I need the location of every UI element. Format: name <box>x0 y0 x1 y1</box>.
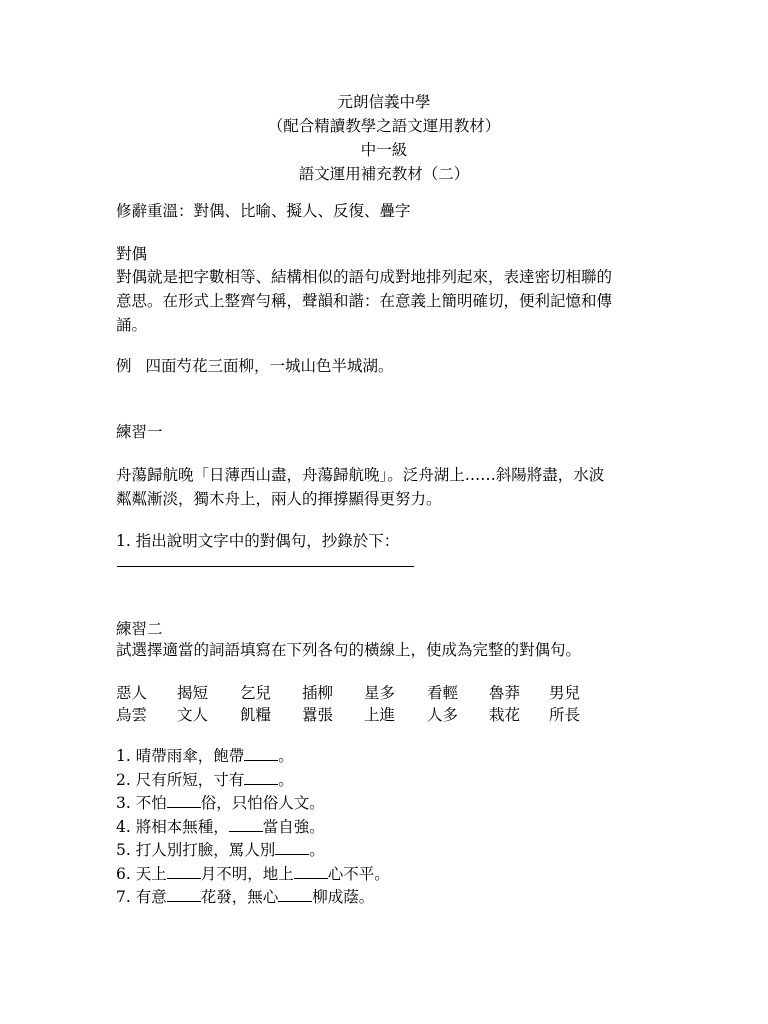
word-option: 人多 <box>427 706 459 724</box>
answer-line[interactable] <box>117 566 414 567</box>
fill-blank[interactable] <box>229 819 263 832</box>
word-option: 所長 <box>549 706 581 724</box>
word-option: 栽花 <box>489 706 521 724</box>
example-line <box>116 354 394 378</box>
word-option: 乞兒 <box>240 684 272 702</box>
definition-line: 誦。 <box>116 316 148 334</box>
fill-blank[interactable] <box>244 748 278 761</box>
question-6: 6. 天上 月不明，地上 心不平。 <box>116 864 390 883</box>
school-name: 元朗信義中學 <box>337 93 431 111</box>
word-option: 看輕 <box>427 684 459 702</box>
fill-blank[interactable] <box>167 866 201 879</box>
exercise1-question: 1. 指出說明文字中的對偶句，抄錄於下： <box>116 532 400 550</box>
question-1: 1. 晴帶雨傘，飽帶 。 <box>116 747 294 765</box>
definition-line: 對偶就是把字數相等、結構相似的語句成對地排列起來，表達密切相聯的 <box>116 268 613 286</box>
question-5: 5. 打人別打臉，罵人別 。 <box>116 841 325 859</box>
example-label: 例 <box>116 357 132 375</box>
word-option: 插柳 <box>302 684 334 702</box>
topics-line: 修辭重溫：對偶、比喻、擬人、反復、疊字 <box>116 202 411 220</box>
fill-blank[interactable] <box>275 842 309 855</box>
passage-line: 粼粼漸淡，獨木舟上，兩人的揮撐顯得更努力。 <box>116 490 442 508</box>
fill-blank[interactable] <box>167 889 201 902</box>
word-option: 惡人 <box>116 684 148 702</box>
word-option: 囂張 <box>302 706 334 724</box>
word-option: 飢糧 <box>240 706 272 724</box>
example-text: 四面芍花三面柳，一城山色半城湖。 <box>145 357 394 375</box>
definition-line: 意思。在形式上整齊勻稱，聲韻和諧：在意義上簡明確切，便利記憶和傳 <box>116 292 613 310</box>
duiou-definition <box>116 265 676 337</box>
fill-blank[interactable] <box>167 795 201 808</box>
fill-blank[interactable] <box>244 772 278 785</box>
header <box>0 90 768 186</box>
fill-blank[interactable] <box>278 889 312 902</box>
word-option: 魯莽 <box>489 684 521 702</box>
question-list <box>116 745 390 910</box>
grade-level: 中一級 <box>360 141 408 159</box>
word-option: 男兒 <box>549 684 581 702</box>
exercise2-heading: 練習二 <box>116 620 163 638</box>
word-option: 上進 <box>364 706 396 724</box>
word-option: 星多 <box>364 684 396 702</box>
word-option: 烏雲 <box>116 706 148 724</box>
exercise1-heading: 練習一 <box>116 423 163 441</box>
question-3: 3. 不怕 俗，只怕俗人文。 <box>116 794 325 812</box>
duiou-heading: 對偶 <box>116 245 148 263</box>
fill-blank[interactable] <box>294 866 328 879</box>
exercise1-passage <box>116 463 676 511</box>
question-7: 7. 有意 花發，無心 柳成蔭。 <box>116 888 375 906</box>
word-option: 文人 <box>177 706 209 724</box>
word-options-row-1 <box>116 681 580 705</box>
question-4: 4. 將相本無種， 當自強。 <box>116 817 325 836</box>
question-2: 2. 尺有所短，寸有 。 <box>116 770 294 789</box>
worksheet-title: 語文運用補充教材（二） <box>298 165 470 183</box>
passage-line: 舟蕩歸航晚「日薄西山盡，舟蕩歸航晚」。泛舟湖上……斜陽將盡，水波 <box>116 466 605 484</box>
exercise2-instruction: 試選擇適當的詞語填寫在下列各句的橫線上，使成為完整的對偶句。 <box>116 641 582 659</box>
subtitle: （配合精讀教學之語文運用教材） <box>267 117 501 135</box>
word-option: 揭短 <box>177 684 209 702</box>
word-options-row-2 <box>116 703 580 727</box>
